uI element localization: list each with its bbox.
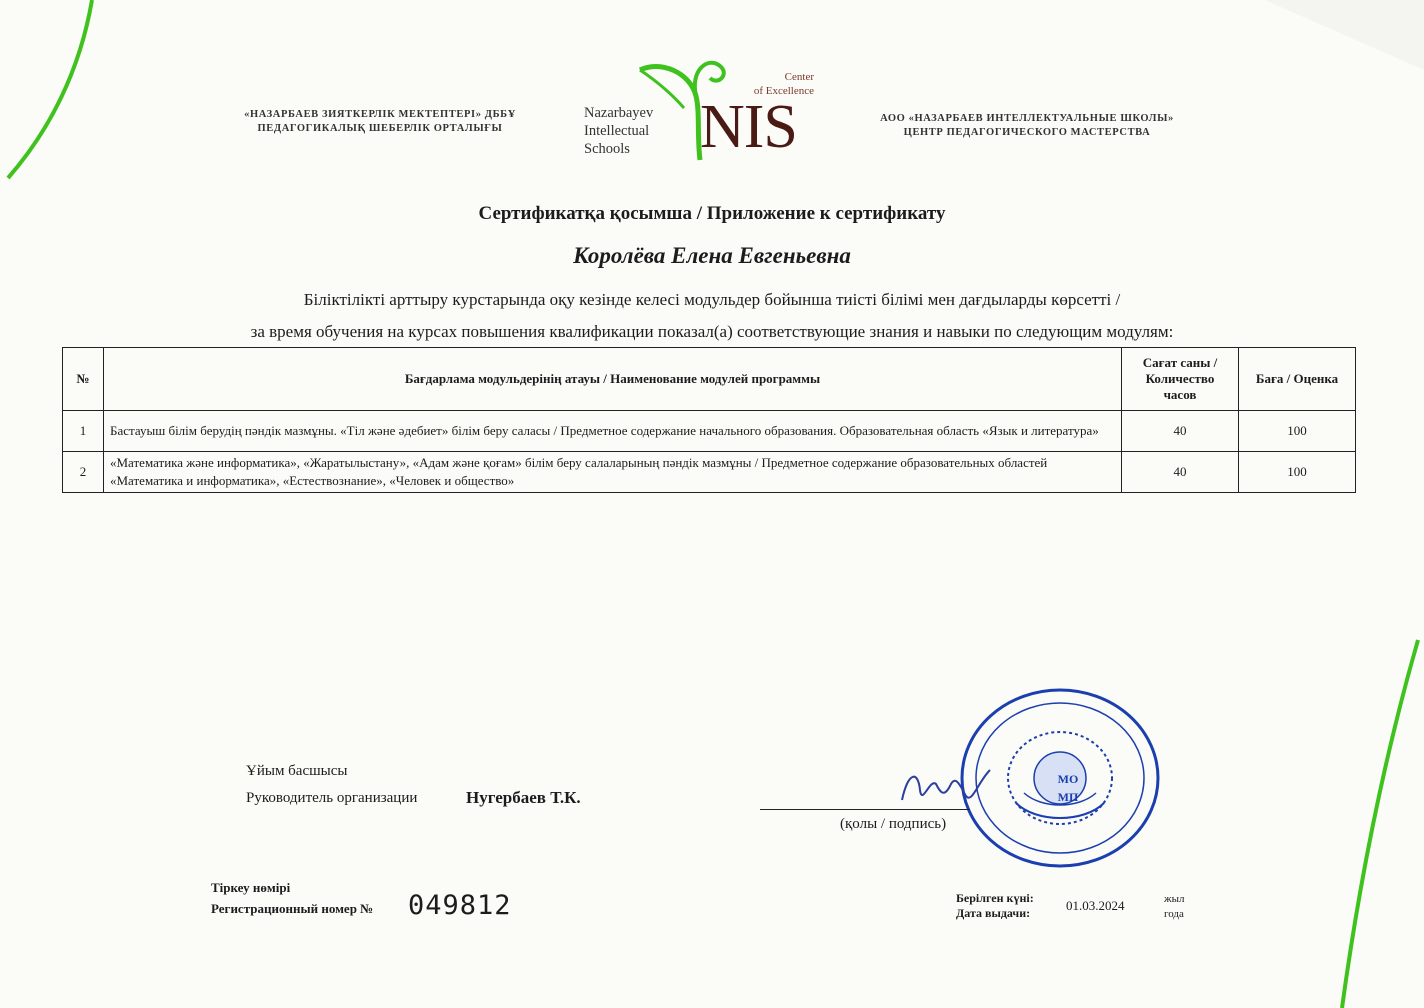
logo-center-line2: of Excellence: [753, 85, 814, 97]
header-left-line2: ПЕДАГОГИКАЛЫҚ ШЕБЕРЛІК ОРТАЛЫҒЫ: [257, 123, 503, 134]
logo-line3: Schools: [584, 141, 630, 157]
logo-nis-mark: NIS: [700, 93, 797, 161]
header-num: №: [63, 348, 104, 411]
row-module-name: «Математика және информатика», «Жаратылыстану», «Адам және қоғам» білім беру салаларының пәндік мазмұны / Предметное содержание образовательных областей «Математика и информатика», «Естествознание», «Человек и общество»: [104, 452, 1122, 493]
intro-russian: за время обучения на курсах повышения квалификации показал(а) соответствующие знания и навыки по следующим модулям:: [250, 322, 1174, 341]
header-left-line1: «НАЗАРБАЕВ ЗИЯТКЕРЛІК МЕКТЕПТЕРІ» ДББҰ: [244, 109, 516, 120]
logo-line2: Intellectual: [584, 123, 650, 139]
year-label-ru: года: [1164, 908, 1184, 920]
row-grade: 100: [1239, 411, 1356, 452]
row-num: 2: [63, 452, 104, 493]
year-label-kz: жыл: [1164, 893, 1185, 905]
date-label-kz: Берілген күні:: [956, 891, 1034, 905]
logo-center-line1: Center: [784, 71, 814, 83]
intro-kazakh: Біліктілікті арттыру курстарында оқу кезінде келесі модульдер бойынша тиісті білімі мен дағдыларды көрсетті /: [303, 290, 1121, 309]
row-module-name: Бастауыш білім берудің пәндік мазмұны. «Тіл және әдебиет» білім беру саласы / Предметное содержание начального образования. Образовательная область «Язык и литература»: [104, 411, 1122, 452]
recipient-name: Королёва Елена Евгеньевна: [573, 243, 851, 268]
row-hours: 40: [1122, 411, 1239, 452]
date-label-ru: Дата выдачи:: [956, 906, 1031, 920]
header-right-line1: АОО «НАЗАРБАЕВ ИНТЕЛЛЕКТУАЛЬНЫЕ ШКОЛЫ»: [880, 113, 1174, 124]
header-module-name: Бағдарлама модульдерінің атауы / Наименование модулей программы: [104, 348, 1122, 411]
reg-label-kz: Тіркеу нөмірі: [211, 880, 291, 895]
signature-caption: (қолы / подпись): [840, 816, 947, 832]
header-grade: Баға / Оценка: [1239, 348, 1356, 411]
registration-number: 049812: [408, 890, 512, 921]
header-right-line2: ЦЕНТР ПЕДАГОГИЧЕСКОГО МАСТЕРСТВА: [903, 127, 1151, 138]
row-hours: 40: [1122, 452, 1239, 493]
logo-line1: Nazarbayev: [584, 105, 654, 121]
header-hours: Сағат саны / Количество часов: [1122, 348, 1239, 411]
reg-label-ru: Регистрационный номер №: [211, 901, 374, 916]
org-head-ru: Руководитель организации: [246, 790, 418, 806]
issue-date: 01.03.2024: [1066, 898, 1125, 913]
stamp-label: МО МП: [1057, 772, 1079, 804]
org-head-kz: Ұйым басшысы: [246, 763, 348, 779]
org-head-name: Нугербаев Т.К.: [466, 788, 581, 807]
row-num: 1: [63, 411, 104, 452]
document-title: Сертификатқа қосымша / Приложение к сертификату: [478, 203, 946, 224]
row-grade: 100: [1239, 452, 1356, 493]
